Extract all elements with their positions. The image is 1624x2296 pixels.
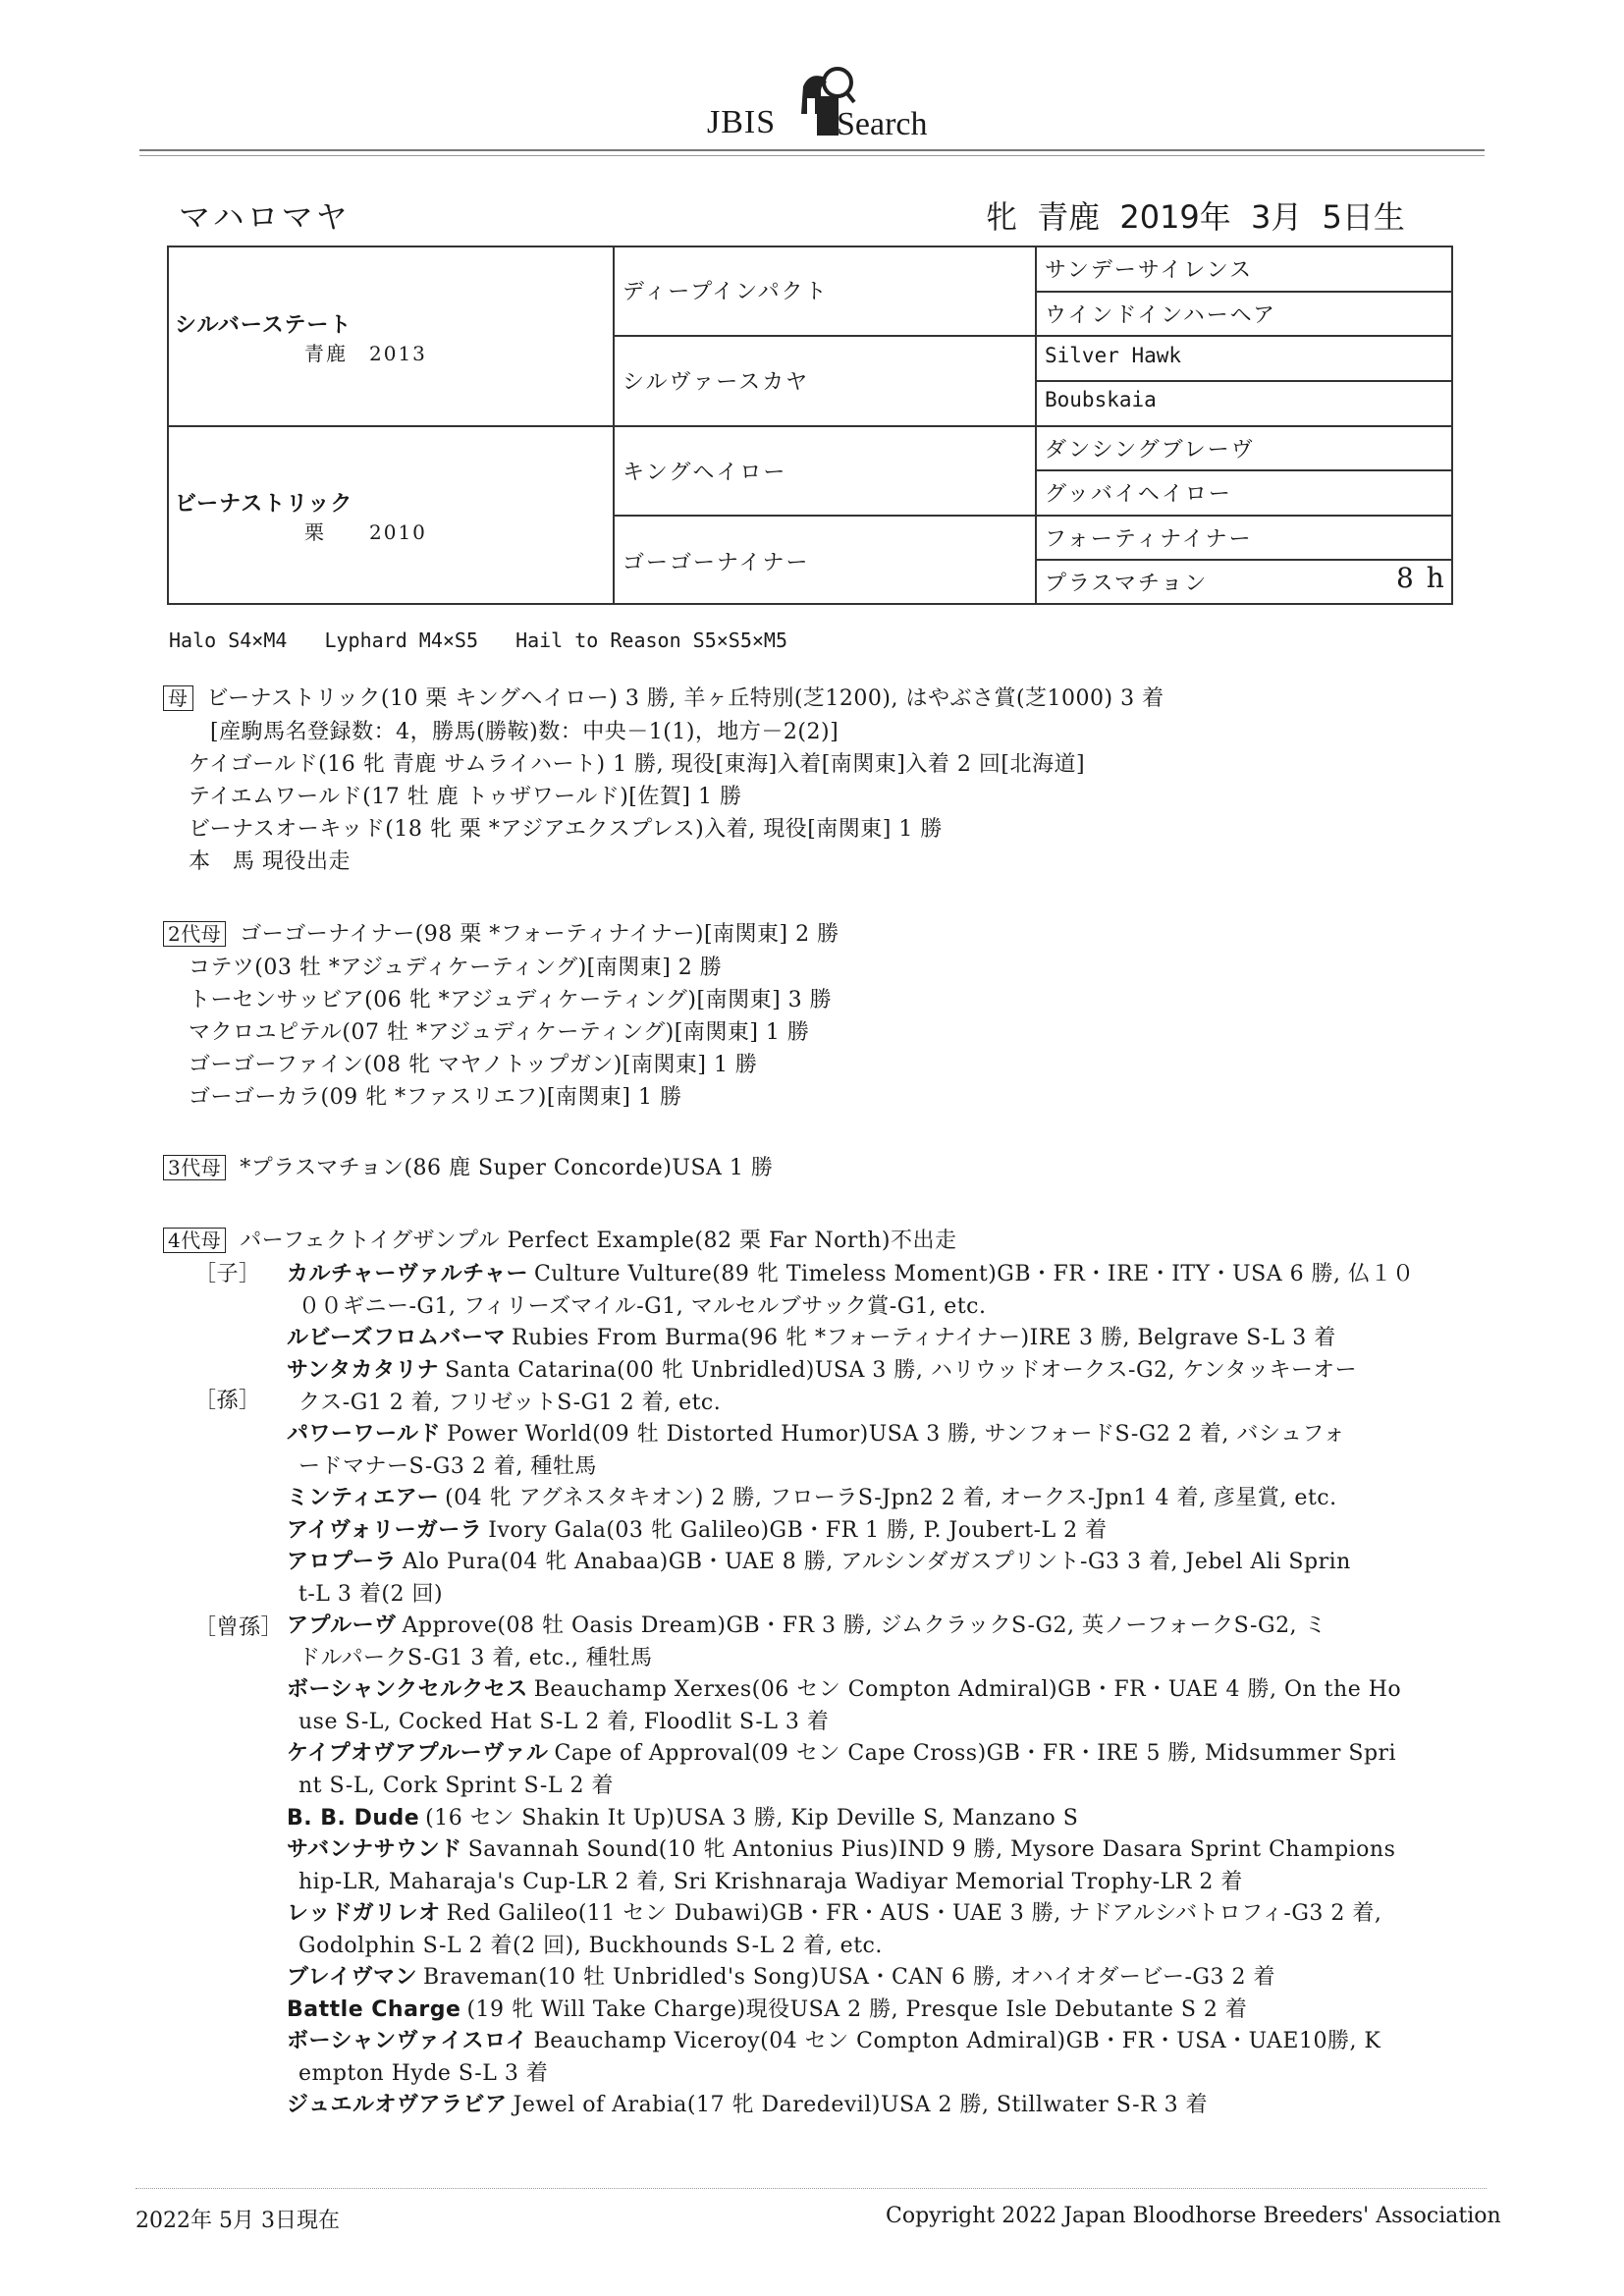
descendant-record: (04 牝 アグネスタキオン) 2 勝, フローラS-Jpn2 2 着, オークス-Jpn1 4 着, 彦星賞, etc. xyxy=(445,1486,1337,1510)
g3-ancestor: フォーティナイナー xyxy=(1045,527,1253,552)
descendant-name: Battle Charge xyxy=(287,1997,461,2022)
second-dam-line: ゴーゴーナイナー(98 栗 *フォーティナイナー)[南関東] 2 勝 xyxy=(240,922,839,947)
descendant-record: Rubies From Burma(96 牝 *フォーティナイナー)IRE 3 勝, Belgrave S-L 3 着 xyxy=(512,1326,1336,1350)
section-label-third-dam: 3代母 xyxy=(163,1155,226,1180)
descendant-record: Santa Catarina(00 牝 Unbridled)USA 3 勝, ハリウッドオークス-G2, ケンタッキーオー xyxy=(445,1358,1358,1383)
descendant-record-cont: ードマナーS-G3 2 着, 種牡馬 xyxy=(298,1454,597,1479)
descendant-record-cont: t-L 3 着(2 回) xyxy=(298,1582,444,1607)
descendant-name: レッドガリレオ xyxy=(287,1901,441,1926)
descendant-entry xyxy=(287,2024,1380,2054)
descendant-entry xyxy=(287,1417,1345,1448)
dam-dam: ゴーゴーナイナー xyxy=(623,551,810,575)
descendant-record: Ivory Gala(03 牝 Galileo)GB・FR 1 勝, P. Joubert-L 2 着 xyxy=(488,1518,1108,1543)
as-of-date: 2022年 5月 3日現在 xyxy=(135,2209,340,2233)
descendant-record: (16 セン Shakin It Up)USA 3 勝, Kip Deville S, Manzano S xyxy=(425,1806,1079,1831)
descendant-entry xyxy=(287,1993,1247,2023)
dam-record xyxy=(163,682,1164,712)
descendant-entry xyxy=(287,1257,1415,1287)
sire-name: シルバーステート xyxy=(175,313,352,338)
descendant-entry xyxy=(287,1609,1326,1639)
second-dam-offspring: マクロユピテル(07 牡 *アジュディケーティング)[南関東] 1 勝 xyxy=(189,1020,810,1045)
descendant-name: ケイプオヴアプルーヴァル xyxy=(287,1741,549,1766)
descendant-name: B. B. Dude xyxy=(287,1806,420,1831)
descendant-record: Jewel of Arabia(17 牝 Daredevil)USA 2 勝, Stillwater S-R 3 着 xyxy=(513,2093,1209,2117)
descendant-name: ボーシャンヴァイスロイ xyxy=(287,2029,528,2053)
section-label-dam: 母 xyxy=(163,685,193,711)
descendant-record-cont: Godolphin S-L 2 着(2 回), Buckhounds S-L 2 着, etc. xyxy=(298,1934,883,1958)
descendant-name: サンタカタリナ xyxy=(287,1358,440,1383)
descendant-record: Beauchamp Viceroy(04 セン Compton Admiral)GB・FR・USA・UAE10勝, K xyxy=(533,2029,1381,2053)
descendant-record-cont: ００ギニー-G1, フィリーズマイル-G1, マルセルブサック賞-G1, etc. xyxy=(298,1294,987,1319)
horse-name: マハロマヤ xyxy=(179,198,351,236)
descendant-record: Alo Pura(04 牝 Anabaa)GB・UAE 8 勝, アルシンダガスプリント-G3 3 着, Jebel Ali Sprin xyxy=(402,1550,1351,1574)
descendant-name: ボーシャンクセルクセス xyxy=(287,1677,528,1702)
g3-ancestor: ダンシングブレーヴ xyxy=(1045,438,1255,463)
descendant-record: Power World(09 牡 Distorted Humor)USA 3 勝, サンフォードS-G2 2 着, バシュフォ xyxy=(447,1422,1346,1447)
dam-detail: 栗 2010 xyxy=(304,520,427,544)
descendant-entry xyxy=(287,1353,1357,1384)
header-rule xyxy=(139,149,1485,151)
descendant-entry xyxy=(287,1801,1078,1831)
descendant-entry xyxy=(287,1321,1336,1351)
dam-offspring: ビーナスオーキッド(18 牝 栗 *アジアエクスプレス)入着, 現役[南関東] 1 勝 xyxy=(189,817,943,842)
section-label-second-dam: 2代母 xyxy=(163,921,226,947)
table-divider xyxy=(1035,291,1451,293)
descendant-entry xyxy=(287,2088,1208,2118)
inbreeding-summary xyxy=(169,629,813,652)
g3-ancestor: サンデーサイレンス xyxy=(1045,258,1254,283)
section-label-fourth-dam: 4代母 xyxy=(163,1228,226,1253)
descendant-name: カルチャーヴァルチャー xyxy=(287,1262,528,1286)
descendant-entry xyxy=(287,1896,1381,1927)
second-dam-offspring: コテツ(03 牡 *アジュディケーティング)[南関東] 2 勝 xyxy=(189,956,723,980)
table-divider xyxy=(1035,559,1451,561)
dam-offspring: 本 馬 現役出走 xyxy=(189,849,351,874)
tag-great-grandchild: ［曾孫］ xyxy=(194,1615,284,1640)
family-number: 8 h xyxy=(1396,562,1446,594)
sire-dam: シルヴァースカヤ xyxy=(623,370,810,395)
descendant-record: Cape of Approval(09 セン Cape Cross)GB・FR・IRE 5 勝, Midsummer Spri xyxy=(554,1741,1397,1766)
tag-child: ［子］ xyxy=(194,1262,261,1286)
descendant-name: ジュエルオヴアラビア xyxy=(287,2093,508,2117)
g3-ancestor: Silver Hawk xyxy=(1045,344,1182,367)
table-divider xyxy=(613,335,1451,337)
second-dam-offspring: ゴーゴーファイン(08 牝 マヤノトップガン)[南関東] 1 勝 xyxy=(189,1053,758,1077)
descendant-name: ルビーズフロムバーマ xyxy=(287,1326,507,1350)
descendant-entry xyxy=(287,1481,1337,1511)
descendant-name: ブレイヴマン xyxy=(287,1965,418,1990)
descendant-record: Beauchamp Xerxes(06 セン Compton Admiral)GB・FR・UAE 4 勝, On the Ho xyxy=(533,1677,1402,1702)
table-divider xyxy=(169,425,1451,427)
table-divider xyxy=(1035,380,1451,382)
descendant-name: アロプーラ xyxy=(287,1550,397,1574)
dam-line: ビーナストリック(10 栗 キングヘイロー) 3 勝, 羊ヶ丘特別(芝1200), はやぶさ賞(芝1000) 3 着 xyxy=(206,686,1164,711)
logo-text-jbis: JBIS xyxy=(707,104,777,140)
g3-ancestor: プラスマチョン xyxy=(1045,572,1209,596)
dam-sire: キングヘイロー xyxy=(623,461,787,485)
pedigree-table xyxy=(167,246,1453,605)
descendant-name: サバンナサウンド xyxy=(287,1837,462,1862)
descendant-name: アプルーヴ xyxy=(287,1613,397,1638)
horse-birth-info: 牝 青鹿 2019年 3月 5日生 xyxy=(986,198,1405,236)
descendant-entry xyxy=(287,1545,1351,1575)
descendant-record: Approve(08 牡 Oasis Dream)GB・FR 3 勝, ジムクラックS-G2, 英ノーフォークS-G2, ミ xyxy=(402,1613,1327,1638)
descendant-name: アイヴォリーガーラ xyxy=(287,1518,483,1543)
fourth-dam-record xyxy=(163,1224,957,1254)
g3-ancestor: Boubskaia xyxy=(1045,388,1157,411)
g3-ancestor: ウインドインハーヘア xyxy=(1045,303,1277,328)
third-dam-record xyxy=(163,1151,773,1181)
descendant-entry xyxy=(287,1736,1396,1767)
footer-rule xyxy=(135,2188,1487,2189)
sire-detail: 青鹿 2013 xyxy=(304,342,427,365)
inbreeding-item: Hail to Reason S5×S5×M5 xyxy=(515,629,788,652)
fourth-dam-line: パーフェクトイグザンプル Perfect Example(82 栗 Far North)不出走 xyxy=(240,1229,957,1253)
descendant-name: ミンティエアー xyxy=(287,1486,440,1510)
dam-name: ビーナストリック xyxy=(175,492,353,517)
logo-text-search: Search xyxy=(837,106,928,142)
descendant-entry xyxy=(287,1513,1108,1544)
jbis-logo xyxy=(687,57,943,145)
second-dam-offspring: トーセンサッビア(06 牝 *アジュディケーティング)[南関東] 3 勝 xyxy=(189,988,833,1012)
dam-offspring: テイエムワールド(17 牡 鹿 トゥザワールド)[佐賀] 1 勝 xyxy=(189,785,742,809)
descendant-name: パワーワールド xyxy=(287,1422,442,1447)
descendant-record-cont: クス-G1 2 着, フリゼットS-G1 2 着, etc. xyxy=(298,1391,722,1415)
table-divider xyxy=(613,515,1451,517)
descendant-record: Braveman(10 牡 Unbridled's Song)USA・CAN 6 勝, オハイオダービー-G3 2 着 xyxy=(423,1965,1275,1990)
third-dam-line: *プラスマチョン(86 鹿 Super Concorde)USA 1 勝 xyxy=(240,1156,774,1180)
descendant-record: Culture Vulture(89 牝 Timeless Moment)GB・FR・IRE・ITY・USA 6 勝, 仏１０ xyxy=(533,1262,1415,1286)
descendant-record: (19 牝 Will Take Charge)現役USA 2 勝, Presque Isle Debutante S 2 着 xyxy=(466,1997,1248,2022)
inbreeding-item: Lyphard M4×S5 xyxy=(324,629,479,652)
descendant-record-cont: hip-LR, Maharaja's Cup-LR 2 着, Sri Krishnaraja Wadiyar Memorial Trophy-LR 2 着 xyxy=(298,1870,1243,1894)
descendant-entry xyxy=(287,1960,1275,1991)
descendant-record: Red Galileo(11 セン Dubawi)GB・FR・AUS・UAE 3 勝, ナドアルシバトロフィ-G3 2 着, xyxy=(446,1901,1382,1926)
descendant-record-cont: nt S-L, Cork Sprint S-L 2 着 xyxy=(298,1774,614,1798)
header-rule-thin xyxy=(139,155,1485,156)
descendant-record-cont: empton Hyde S-L 3 着 xyxy=(298,2061,549,2086)
table-divider xyxy=(1035,469,1451,471)
inbreeding-item: Halo S4×M4 xyxy=(169,629,288,652)
descendant-entry xyxy=(287,1672,1401,1703)
copyright: Copyright 2022 Japan Bloodhorse Breeders' Association xyxy=(886,2204,1501,2228)
g3-ancestor: グッバイヘイロー xyxy=(1045,482,1232,507)
second-dam-offspring: ゴーゴーカラ(09 牝 *ファスリエフ)[南関東] 1 勝 xyxy=(189,1085,682,1110)
descendant-record-cont: ドルパークS-G1 3 着, etc., 種牡馬 xyxy=(298,1646,653,1670)
descendant-record: Savannah Sound(10 牝 Antonius Pius)IND 9 勝, Mysore Dasara Sprint Champions xyxy=(467,1837,1396,1862)
sire-sire: ディープインパクト xyxy=(623,280,829,304)
descendant-entry xyxy=(287,1832,1395,1863)
dam-offspring: ケイゴールド(16 牝 青鹿 サムライハート) 1 勝, 現役[東海]入着[南関東]入着 2 回[北海道] xyxy=(189,752,1086,777)
dam-offspring-summary: [産駒馬名登録数：4，勝馬(勝鞍)数：中央－1(1)，地方－2(2)] xyxy=(210,720,839,744)
tag-grandchild: ［孫］ xyxy=(194,1389,261,1413)
descendant-record-cont: use S-L, Cocked Hat S-L 2 着, Floodlit S-L 3 着 xyxy=(298,1710,830,1734)
second-dam-record xyxy=(163,917,839,948)
